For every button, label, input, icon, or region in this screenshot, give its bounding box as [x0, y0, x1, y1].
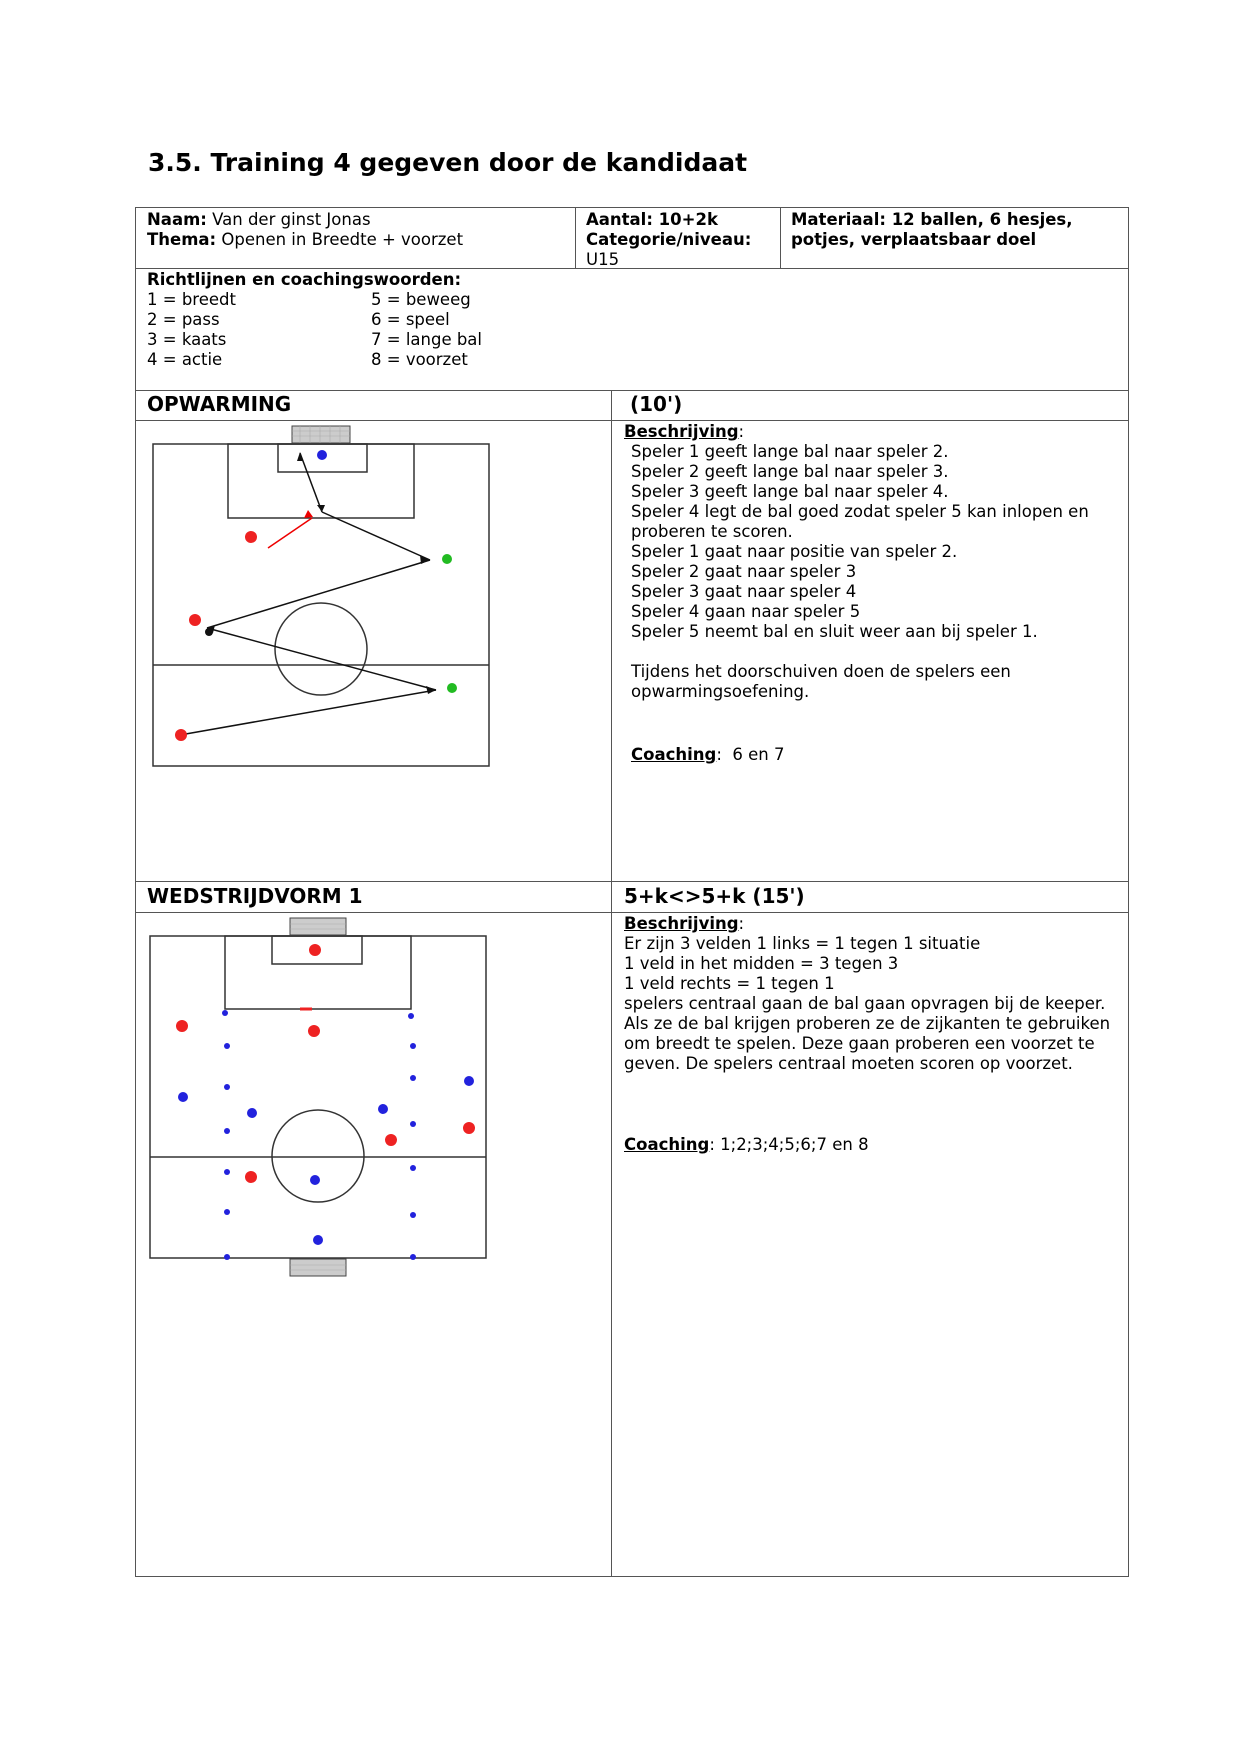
opwarming-time: (10') — [630, 392, 683, 416]
categorie-value: U15 — [586, 250, 620, 269]
wedstrijdvorm-line: geven. De spelers centraal moeten scoren op voorzet. — [624, 1054, 1073, 1073]
opwarming-line: Speler 3 gaat naar speler 4 — [631, 582, 857, 601]
richtlijn-7: 7 = lange bal — [371, 330, 483, 349]
opwarming-line: Speler 4 gaan naar speler 5 — [631, 602, 861, 621]
thema-line: Thema: Openen in Breedte + voorzet — [147, 230, 464, 249]
richtlijn-1: 1 = breedt — [147, 290, 236, 309]
opwarming-line: Speler 3 geeft lange bal naar speler 4. — [631, 482, 949, 501]
wedstrijdvorm-line: Er zijn 3 velden 1 links = 1 tegen 1 situatie — [624, 934, 981, 953]
wedstrijdvorm-beschrijving: Beschrijving: — [624, 914, 745, 933]
opwarming-line: Speler 4 legt de bal goed zodat speler 5 kan inlopen en — [631, 502, 1089, 521]
opwarming-line: Speler 2 gaat naar speler 3 — [631, 562, 857, 581]
opwarming-beschrijving: Beschrijving: — [624, 422, 745, 441]
opwarming-line: opwarmingsoefening. — [631, 682, 810, 701]
opwarming-coaching: Coaching: 6 en 7 — [631, 745, 785, 764]
wedstrijdvorm-line: Als ze de bal krijgen proberen ze de zijkanten te gebruiken — [624, 1014, 1111, 1033]
info-divider-2 — [780, 207, 781, 269]
richtlijn-3: 3 = kaats — [147, 330, 227, 349]
opwarming-line: Speler 1 gaat naar positie van speler 2. — [631, 542, 958, 561]
wedstrijdvorm-line: 1 veld in het midden = 3 tegen 3 — [624, 954, 899, 973]
opwarming-line: Speler 5 neemt bal en sluit weer aan bij speler 1. — [631, 622, 1038, 641]
richtlijn-5: 5 = beweeg — [371, 290, 471, 309]
wedstrijdvorm-coaching: Coaching: 1;2;3;4;5;6;7 en 8 — [624, 1135, 869, 1154]
richtlijn-4: 4 = actie — [147, 350, 223, 369]
wedstrijdvorm-line: spelers centraal gaan de bal gaan opvragen bij de keeper. — [624, 994, 1106, 1013]
materiaal-line-2: potjes, verplaatsbaar doel — [791, 230, 1037, 249]
materiaal-line-1: Materiaal: 12 ballen, 6 hesjes, — [791, 210, 1073, 229]
opwarming-description — [631, 442, 1089, 702]
naam-line: Naam: Van der ginst Jonas — [147, 210, 371, 229]
richtlijn-2: 2 = pass — [147, 310, 220, 329]
page-title: 3.5. Training 4 gegeven door de kandidaat — [148, 148, 748, 177]
info-divider-1 — [575, 207, 576, 269]
categorie-label: Categorie/niveau: — [586, 230, 752, 249]
wedstrijdvorm-line: 1 veld rechts = 1 tegen 1 — [624, 974, 835, 993]
richtlijn-6: 6 = speel — [371, 310, 450, 329]
wedstrijdvorm-time: 5+k<>5+k (15') — [624, 884, 805, 908]
opwarming-line: proberen te scoren. — [631, 522, 793, 541]
wedstrijdvorm-line: om breedt te spelen. Deze gaan proberen een voorzet te — [624, 1034, 1095, 1053]
opwarming-line: Speler 2 geeft lange bal naar speler 3. — [631, 462, 949, 481]
richtlijn-8: 8 = voorzet — [371, 350, 468, 369]
wedstrijdvorm-title: WEDSTRIJDVORM 1 — [147, 884, 363, 908]
opwarming-line: Tijdens het doorschuiven doen de spelers een — [631, 662, 1011, 681]
wedstrijdvorm-description — [624, 934, 1110, 1074]
opwarming-line: Speler 1 geeft lange bal naar speler 2. — [631, 442, 949, 461]
richtlijnen-heading: Richtlijnen en coachingswoorden: — [147, 270, 462, 289]
aantal-label: Aantal: 10+2k — [586, 210, 718, 229]
opwarming-line — [631, 642, 1089, 662]
opwarming-title: OPWARMING — [147, 392, 292, 416]
